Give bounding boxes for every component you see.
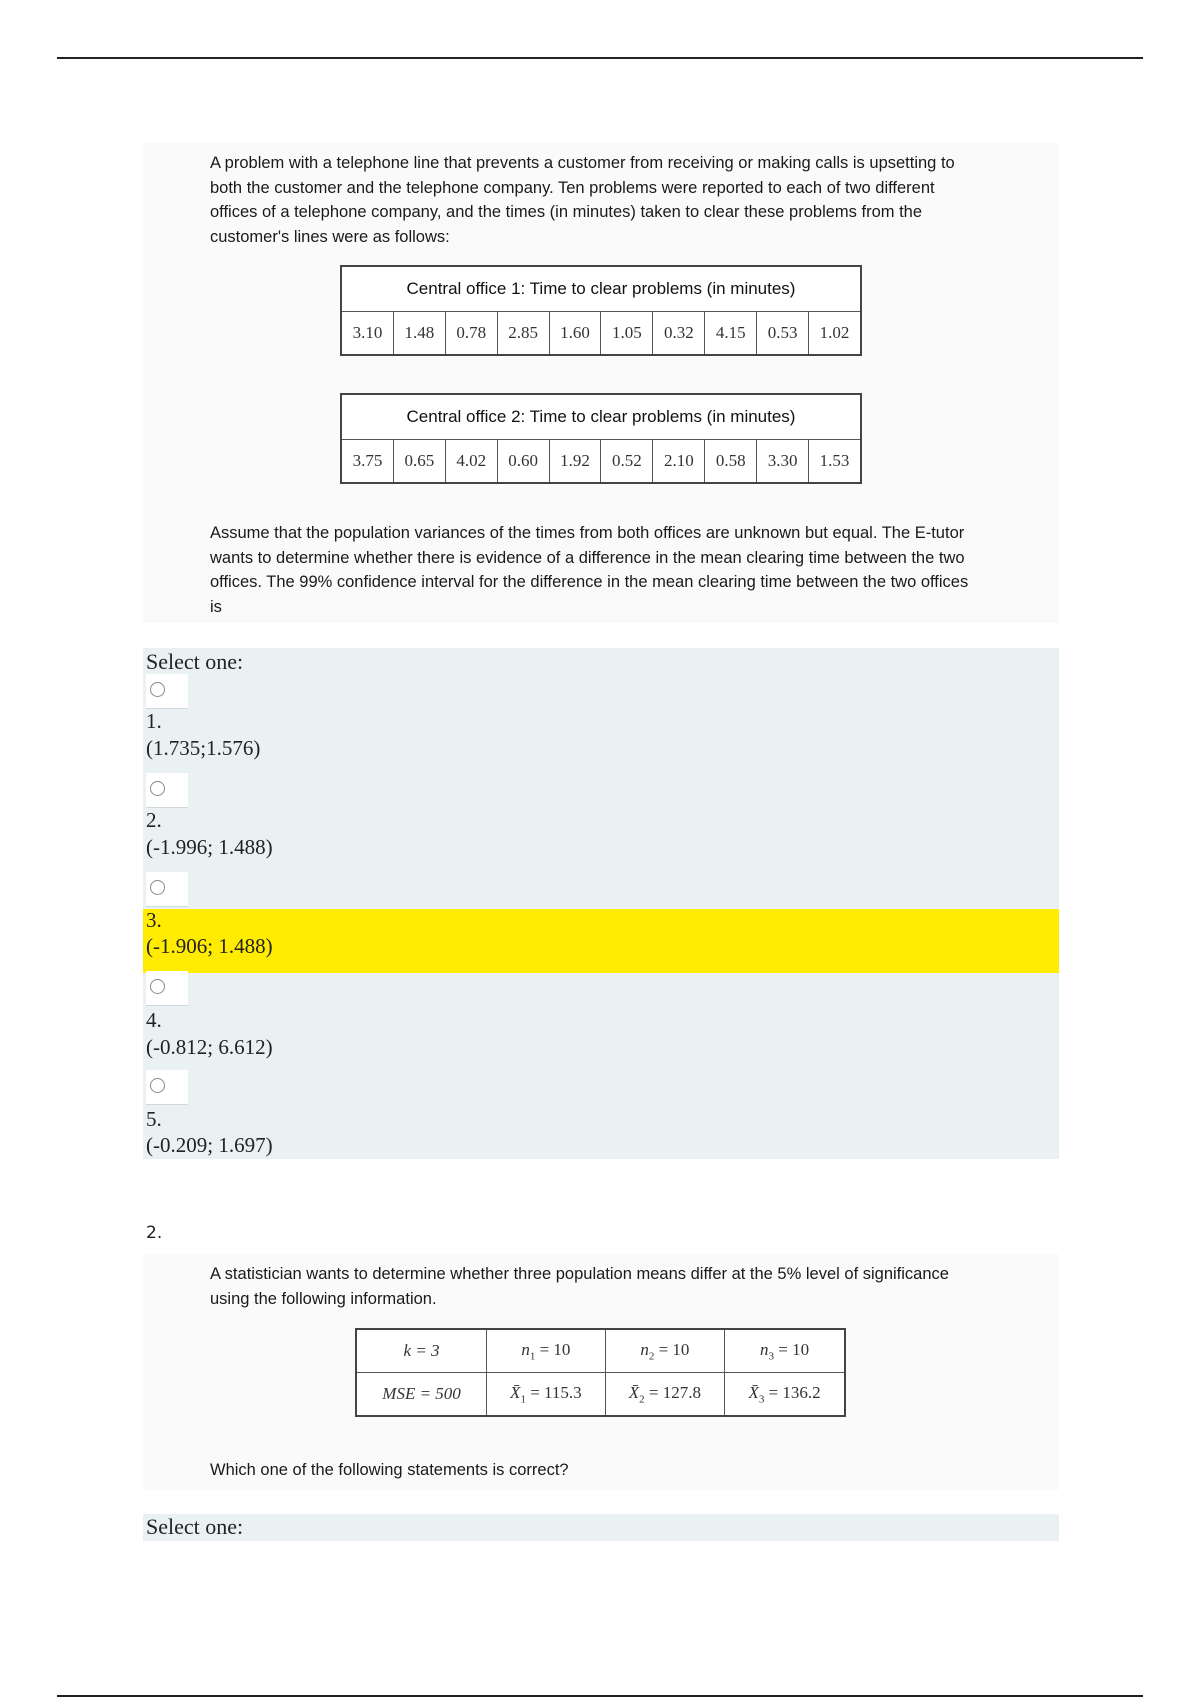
bottom-rule xyxy=(57,1695,1143,1697)
answer-area xyxy=(143,648,1059,1159)
option-1-number: 1. xyxy=(146,709,162,733)
option-5-value[interactable]: (-0.209; 1.697) xyxy=(146,1133,273,1157)
office-1-value: 1.48 xyxy=(393,312,445,356)
office-2-title: Central office 2: Time to clear problems (in minutes) xyxy=(341,394,861,440)
option-1-radio[interactable] xyxy=(146,674,188,709)
office-2-table xyxy=(340,393,862,484)
option-2-radio[interactable] xyxy=(146,773,188,808)
office-2-value: 2.10 xyxy=(653,440,705,484)
office-2-value: 4.02 xyxy=(445,440,497,484)
office-1-value: 1.05 xyxy=(601,312,653,356)
office-1-value: 4.15 xyxy=(705,312,757,356)
office-1-value: 0.78 xyxy=(445,312,497,356)
office-2-value: 1.92 xyxy=(549,440,601,484)
x2-value: = 127.8 xyxy=(648,1382,701,1402)
office-2-value: 0.52 xyxy=(601,440,653,484)
top-rule xyxy=(57,57,1143,59)
office-1-value: 1.60 xyxy=(549,312,601,356)
radio-icon[interactable] xyxy=(150,781,165,796)
option-3-radio[interactable] xyxy=(146,872,188,907)
k-cell: k = 3 xyxy=(356,1329,487,1373)
office-1-title: Central office 1: Time to clear problems (in minutes) xyxy=(341,266,861,312)
office-2-value: 0.60 xyxy=(497,440,549,484)
anova-info-table xyxy=(355,1328,846,1417)
radio-icon[interactable] xyxy=(150,979,165,994)
office-1-table xyxy=(340,265,862,356)
n3-value: = 10 xyxy=(778,1339,810,1359)
radio-icon[interactable] xyxy=(150,1078,165,1093)
option-2-value[interactable]: (-1.996; 1.488) xyxy=(146,835,273,859)
question-2-intro: A statistician wants to determine whether three population means differ at the 5% level of significance using the following information. xyxy=(210,1265,949,1308)
question-1-prompt: Assume that the population variances of the times from both offices are unknown but equal. The E-tutor wants to determine whether there is evidence of a difference in the mean clearing time between the two offices. The 99% confidence interval for the difference in the mean clearing time between the two offices is xyxy=(210,524,969,616)
n3-cell: $n_3 = 10$ xyxy=(725,1329,845,1373)
radio-icon[interactable] xyxy=(150,880,165,895)
radio-icon[interactable] xyxy=(150,682,165,697)
office-2-value: 0.58 xyxy=(705,440,757,484)
x3-value: = 136.2 xyxy=(768,1382,821,1402)
office-1-value: 2.85 xyxy=(497,312,549,356)
office-2-value: 3.75 xyxy=(341,440,393,484)
select-one-label-2: Select one: xyxy=(146,1514,244,1539)
option-4-number: 4. xyxy=(146,1008,162,1032)
option-3-value[interactable]: (-1.906; 1.488) xyxy=(146,934,273,958)
office-1-value: 0.53 xyxy=(757,312,809,356)
x1-value: = 115.3 xyxy=(530,1382,582,1402)
option-4-radio[interactable] xyxy=(146,971,188,1006)
n2-cell: $n_2 = 10$ xyxy=(605,1329,725,1373)
office-1-value: 3.10 xyxy=(341,312,393,356)
x1-cell: $X̄_1 = 115.3$ xyxy=(487,1373,606,1417)
option-2-number: 2. xyxy=(146,808,162,832)
x2-cell: $X̄_2 = 127.8$ xyxy=(605,1373,725,1417)
select-one-label: Select one: xyxy=(146,649,244,674)
question-1-intro: A problem with a telephone line that prevents a customer from receiving or making calls is upsetting to both the customer and the telephone company. Ten problems were reported to each of two different offices of a telephone company, and the times (in minutes) taken to clear these problems from the customer's lines were as follows: xyxy=(210,154,955,246)
n1-value: = 10 xyxy=(539,1339,571,1359)
office-1-value: 0.32 xyxy=(653,312,705,356)
n1-cell: $n_1 = 10$ xyxy=(487,1329,606,1373)
option-3-number: 3. xyxy=(146,908,162,932)
question-2-number: 2. xyxy=(146,1223,163,1243)
option-1-value[interactable]: (1.735;1.576) xyxy=(146,736,261,760)
n2-value: = 10 xyxy=(658,1339,690,1359)
option-5-number: 5. xyxy=(146,1107,162,1131)
option-5-radio[interactable] xyxy=(146,1070,188,1105)
office-2-value: 0.65 xyxy=(393,440,445,484)
mse-cell: MSE = 500 xyxy=(356,1373,487,1417)
x3-cell: $X̄_3 = 136.2$ xyxy=(725,1373,845,1417)
option-4-value[interactable]: (-0.812; 6.612) xyxy=(146,1035,273,1059)
office-1-value: 1.02 xyxy=(809,312,861,356)
question-2-prompt: Which one of the following statements is correct? xyxy=(210,1461,569,1479)
answer-area-2 xyxy=(143,1514,1059,1541)
answer-highlight xyxy=(143,909,1059,973)
office-2-value: 3.30 xyxy=(757,440,809,484)
office-2-value: 1.53 xyxy=(809,440,861,484)
